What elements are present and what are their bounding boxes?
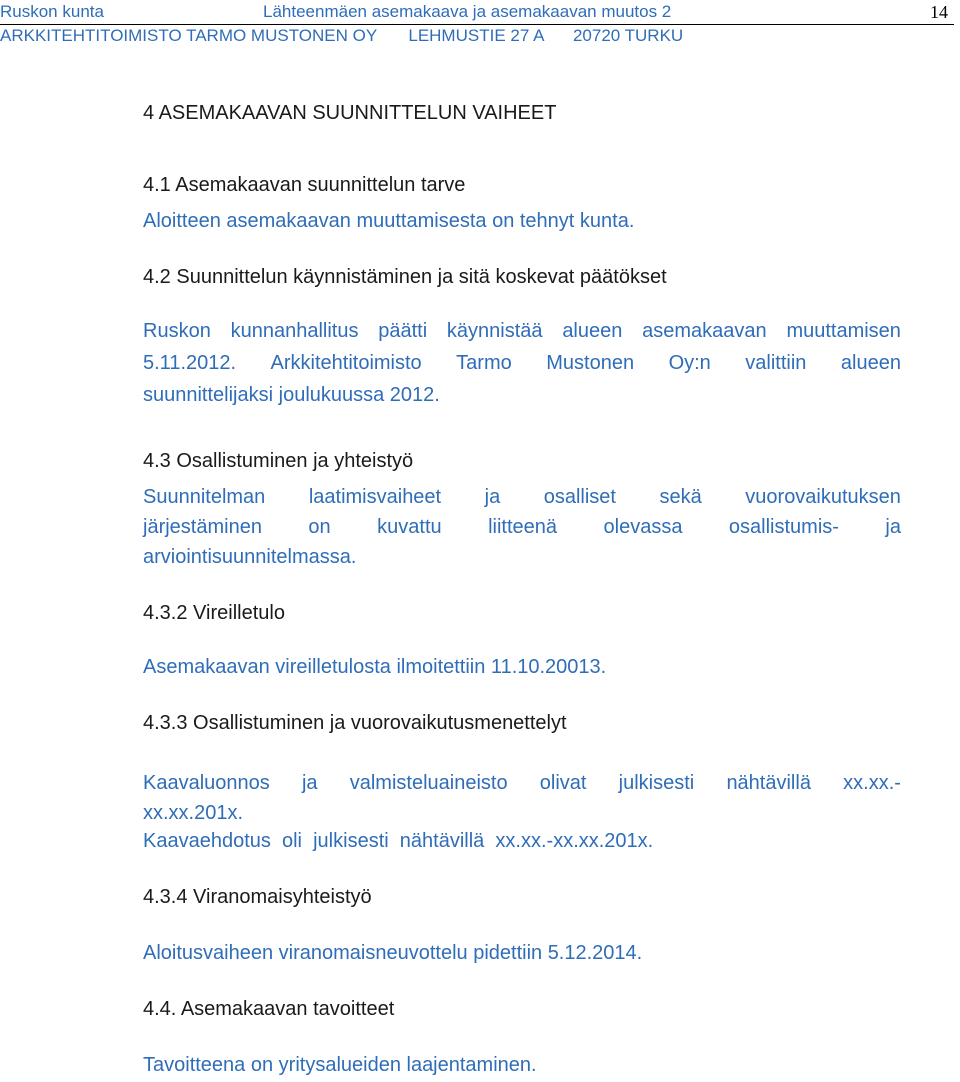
paragraph-4-4: Tavoitteena on yritysalueiden laajentaminen.	[143, 1054, 537, 1076]
heading-4-1: 4.1 Asemakaavan suunnittelun tarve	[143, 174, 466, 196]
paragraph-4-2-line-3: suunnittelijaksi joulukuussa 2012.	[143, 384, 440, 406]
paragraph-4-1: Aloitteen asemakaavan muuttamisesta on tehnyt kunta.	[143, 210, 635, 232]
paragraph-4-3-2: Asemakaavan vireilletulosta ilmoitettiin 11.10.20013.	[143, 656, 607, 678]
paragraph-4-2-line-2: 5.11.2012. Arkkitehtitoimisto Tarmo Mustonen Oy:n valittiin alueen	[143, 352, 901, 374]
header-address: LEHMUSTIE 27 A	[408, 26, 544, 45]
heading-4-3-3: 4.3.3 Osallistuminen ja vuorovaikutusmenettelyt	[143, 712, 567, 734]
heading-4-4: 4.4. Asemakaavan tavoitteet	[143, 998, 395, 1020]
header-plan-title: Lähteenmäen asemakaava ja asemakaavan muutos 2	[263, 2, 672, 21]
heading-4-2: 4.2 Suunnittelun käynnistäminen ja sitä koskevat päätökset	[143, 266, 667, 288]
header-office-line	[0, 25, 683, 47]
heading-4-3-4: 4.3.4 Viranomaisyhteistyö	[143, 886, 372, 908]
header-municipality: Ruskon kunta	[0, 2, 104, 21]
header-office: ARKKITEHTITOIMISTO TARMO MUSTONEN OY	[0, 26, 377, 45]
heading-4: 4 ASEMAKAAVAN SUUNNITTELUN VAIHEET	[143, 102, 557, 124]
header-top-line	[0, 1, 952, 23]
heading-4-3-2: 4.3.2 Vireilletulo	[143, 602, 285, 624]
paragraph-4-3-line-1: Suunnitelman laatimisvaiheet ja osalliset sekä vuorovaikutuksen	[143, 486, 901, 508]
header-postal: 20720 TURKU	[572, 26, 684, 45]
paragraph-4-3-4: Aloitusvaiheen viranomaisneuvottelu pidettiin 5.12.2014.	[143, 942, 643, 964]
paragraph-4-3-line-3: arviointisuunnitelmassa.	[143, 546, 357, 568]
paragraph-4-3-3-line-3: Kaavaehdotus oli julkisesti nähtävillä xx.xx.-xx.xx.201x.	[143, 830, 654, 852]
heading-4-3: 4.3 Osallistuminen ja yhteistyö	[143, 450, 414, 472]
page-number: 14	[930, 2, 948, 22]
paragraph-4-3-line-2: järjestäminen on kuvattu liitteenä olevassa osallistumis- ja	[143, 516, 901, 538]
paragraph-4-2-line-1: Ruskon kunnanhallitus päätti käynnistää alueen asemakaavan muuttamisen	[143, 320, 901, 342]
paragraph-4-3-3-line-2: xx.xx.201x.	[143, 802, 244, 824]
page-header	[0, 0, 952, 50]
paragraph-4-3-3-line-1: Kaavaluonnos ja valmisteluaineisto olivat julkisesti nähtävillä xx.xx.-	[143, 772, 901, 794]
